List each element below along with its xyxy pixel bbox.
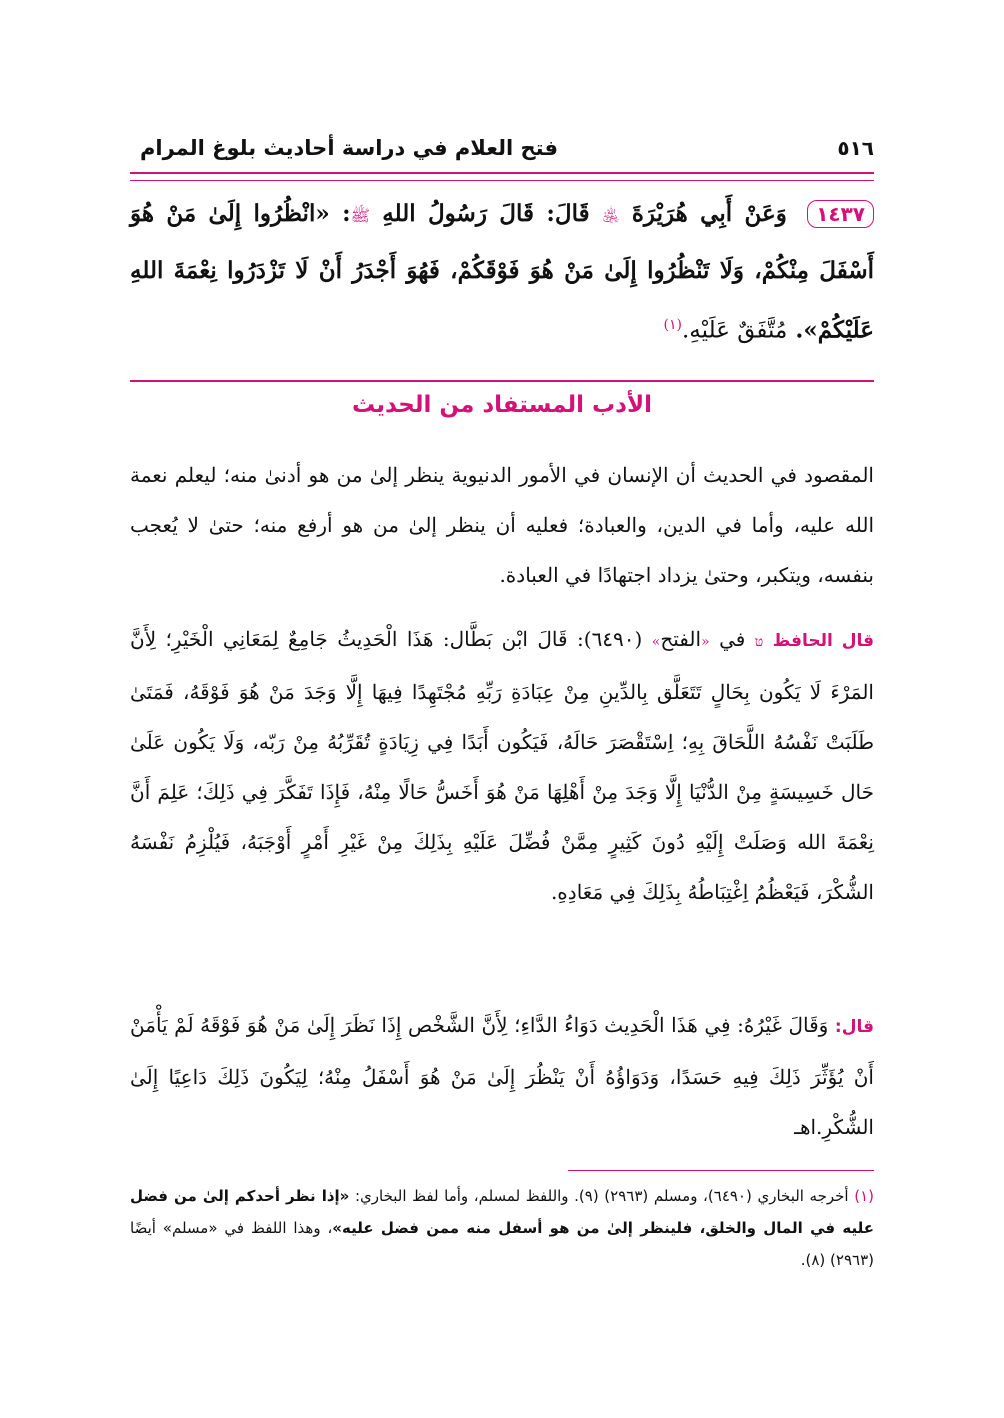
- section-title: الأدب المستفاد من الحديث: [352, 392, 652, 418]
- footnote-quote: «إذا نظر أحدكم إلىٰ من فضل عليه في المال والخلق، فلينظر إلىٰ من هو أسفل منه ممن فضل عليه»: [130, 1187, 875, 1237]
- book-title: فتح العلام في دراسة أحاديث بلوغ المرام: [140, 136, 558, 160]
- hadith-source: مُتَّفَقٌ عَلَيْهِ.: [682, 317, 788, 344]
- paragraph-other: [130, 1000, 874, 1152]
- hafiz-in: في: [719, 627, 746, 651]
- footnote: [130, 1180, 874, 1276]
- paragraph-intro: المقصود في الحديث أن الإنسان في الأمور الدنيوية ينظر إلىٰ من هو أدنىٰ منه؛ ليعلم نعمة الله عليه، وأما في الدين، والعبادة؛ فعليه أن ينظر إلىٰ من هو أرفع منه؛ حتىٰ لا يُعجب بنفسه، ويتكبر، وحتىٰ يزداد اجتهادًا في العبادة.: [130, 463, 874, 587]
- footnote-end: ، وهذا اللفظ في «مسلم» أيضًا (٢٩٦٣) (٨).: [130, 1219, 874, 1269]
- footnote-number: (١): [854, 1187, 874, 1205]
- hadith-block: [130, 186, 874, 359]
- footnote-rule: [568, 1170, 874, 1171]
- other-lead: قال:: [834, 1017, 874, 1037]
- hadith-said: قَالَ: قَالَ رَسُولُ اللهِ: [382, 200, 590, 227]
- hafiz-honorific: טּ: [754, 634, 764, 650]
- header-double-rule: [130, 172, 874, 181]
- hafiz-lead: قال الحافظ: [772, 631, 875, 651]
- paragraph-hafiz: قال الحافظ טּ في «الفتح» (٦٤٩٠): قَالَ ابْن بَطَّال: هَذَا الْحَدِيثُ جَامِعٌ لِمَعَانِي الْخَيْرِ؛ لِأَنَّ المَرْءَ لَا يَكُون بِحَالٍ تَتَعَلَّق بِالدِّينِ مِنْ عِبَادَةِ رَبِّهِ مُجْتَهِدًا فِيهَا إِلَّا وَجَدَ مَنْ هُوَ فَوْقَهُ، فَمَتَىٰ طَلَبَتْ نَفْسُهُ اللَّحَاقَ بِهِ؛ اِسْتَقْصَرَ حَالَهُ، فَيَكُون أَبَدًا فِي زِيَادَةٍ تُقَرِّبُهُ مِنْ رَبّه، وَلَا يَكُون عَلَىٰ حَال خَسِيسَةٍ مِنْ الدُّنْيَا إِلَّا وَجَدَ مِنْ أَهْلِهَا مَنْ هُوَ أَخَسُّ حَالًا مِنْهُ، فَإِذَا تَفَكَّرَ فِي ذَلِكَ؛ عَلِمَ أَنَّ نِعْمَةَ الله وَصَلَتْ إِلَيْهِ دُونَ كَثِيرٍ مِمَّنْ فُضِّلَ عَلَيْهِ بِذَلِكَ مِنْ غَيْرِ أَمْرٍ أَوْجَبَهُ، فَيُلْزِمُ نَفْسَهُ الشُّكْرَ، فَيَعْظُمُ اِغْتِبَاطُهُ بِذَلِكَ فِي مَعَادِهِ.: [130, 627, 875, 904]
- footnote-reference: (١): [663, 317, 682, 333]
- hafiz-ref: (٦٤٩٠):: [577, 627, 643, 651]
- companion-honorific: ﵁: [601, 206, 620, 225]
- hadith-intro: وَعَنْ أَبِي هُرَيْرَةَ: [631, 200, 787, 227]
- hadith-text: : «انْظُرُوا إِلَىٰ مَنْ هُوَ أَسْفَلَ مِنْكُمْ، وَلَا تَنْظُرُوا إِلَىٰ مَنْ هُوَ فَوْقَكُمْ، فَهُوَ أَجْدَرُ أَنْ لَا تَزْدَرُوا نِعْمَةَ اللهِ عَلَيْكُمْ».: [130, 200, 874, 344]
- footnote-text: أخرجه البخاري (٦٤٩٠)، ومسلم (٢٩٦٣) (٩). واللفظ لمسلم، وأما لفظ البخاري:: [354, 1187, 849, 1205]
- page-number: ٥١٦: [837, 136, 874, 160]
- hafiz-text: قَالَ ابْن بَطَّال: هَذَا الْحَدِيثُ جَامِعٌ لِمَعَانِي الْخَيْرِ؛ لِأَنَّ المَرْءَ لَا يَكُون بِحَالٍ تَتَعَلَّق بِالدِّينِ مِنْ عِبَادَةِ رَبِّهِ مُجْتَهِدًا فِيهَا إِلَّا وَجَدَ مَنْ هُوَ فَوْقَهُ، فَمَتَىٰ طَلَبَتْ نَفْسُهُ اللَّحَاقَ بِهِ؛ اِسْتَقْصَرَ حَالَهُ، فَيَكُون أَبَدًا فِي زِيَادَةٍ تُقَرِّبُهُ مِنْ رَبّه، وَلَا يَكُون عَلَىٰ حَال خَسِيسَةٍ مِنْ الدُّنْيَا إِلَّا وَجَدَ مِنْ أَهْلِهَا مَنْ هُوَ أَخَسُّ حَالًا مِنْهُ، فَإِذَا تَفَكَّرَ فِي ذَلِكَ؛ عَلِمَ أَنَّ نِعْمَةَ الله وَصَلَتْ إِلَيْهِ دُونَ كَثِيرٍ مِمَّنْ فُضِّلَ عَلَيْهِ بِذَلِكَ مِنْ غَيْرِ أَمْرٍ أَوْجَبَهُ، فَيُلْزِمُ نَفْسَهُ الشُّكْرَ، فَيَعْظُمُ اِغْتِبَاطُهُ بِذَلِكَ فِي مَعَادِهِ.: [130, 627, 875, 904]
- hadith-number: ١٤٣٧: [807, 200, 874, 228]
- prophet-honorific: ﷺ: [350, 206, 370, 225]
- hafiz-book: الفتح: [660, 627, 702, 651]
- section-rule: [130, 380, 874, 382]
- other-text: وَقَالَ غَيْرُهُ: فِي هَذَا الْحَدِيث دَوَاءُ الدَّاءِ؛ لِأَنَّ الشَّخْص إِذَا نَظَرَ إِلَىٰ مَنْ هُوَ فَوْقَهُ لَمْ يَأْمَنْ أَنْ يُؤَثِّرَ ذَلِكَ فِيهِ حَسَدًا، وَدَوَاؤُهُ أَنْ يَنْظُرَ إِلَىٰ مَنْ هُوَ أَسْفَلُ مِنْهُ؛ لِيَكُونَ ذَلِكَ دَاعِيًا إِلَىٰ الشُّكْرِ.اهـ: [130, 1013, 874, 1139]
- running-header: [140, 128, 874, 168]
